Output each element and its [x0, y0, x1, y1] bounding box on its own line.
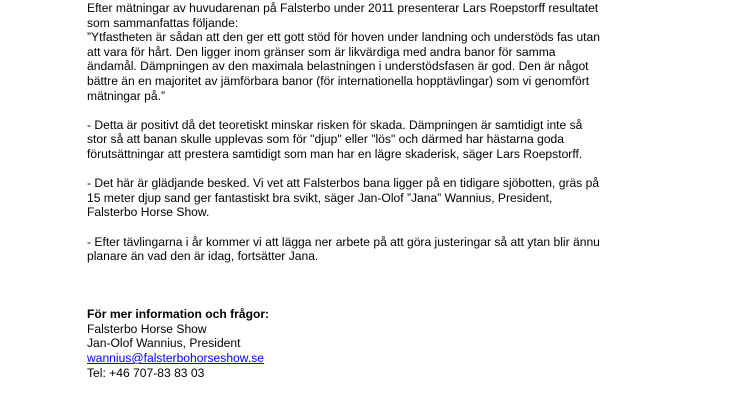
contact-email-line	[87, 351, 687, 366]
contact-person: Jan-Olof Wannius, President	[87, 336, 241, 351]
contact-email-link[interactable]: wannius@falsterbohorseshow.se	[87, 351, 264, 366]
contact-organization: Falsterbo Horse Show	[87, 321, 207, 336]
section-spacer	[87, 278, 687, 307]
quote-wannius-paragraph: - Det här är glädjande besked. Vi vet att Falsterbos bana ligger på en tidigare sjöbotten, gräs på 15 meter djup sand ger fantastiskt bra svikt, säger Jan-Olof ”Jana” Wannius, President, Falsterbo Horse Show.	[87, 176, 600, 220]
intro-paragraph: Efter mätningar av huvudarenan på Falsterbo under 2011 presenterar Lars Roepstorff resultatet som sammanfattas följande: ”Ytfastheten är sådan att den ger ett gott stöd för hoven under landning och understöds fas utan att vara för hårt. Den ligger inom gränser som är likvärdiga med andra banor för samma ändamål. Dämpningen av den maximala belastningen i understödsfasen är god. Den är något bättre än en majoritet av jämförbara banor (för internationella hopptävlingar) som vi genomfört mätningar på.”	[87, 1, 600, 103]
quote-roepstorff-paragraph: - Detta är positivt då det teoretiskt minskar risken för skada. Dämpningen är samtidigt inte så stor så att banan skulle upplevas som för "djup" eller "lös" och därmed har hästarna goda förutsättningar att prestera samtidigt som man har en lägre skaderisk, säger Lars Roepstorff.	[87, 117, 583, 161]
contact-block	[87, 307, 687, 380]
contact-heading: För mer information och frågor:	[87, 307, 270, 322]
contact-phone: Tel: +46 707-83 83 03	[87, 365, 205, 380]
document-page	[87, 1, 687, 380]
closing-paragraph: - Efter tävlingarna i år kommer vi att lägga ner arbete på att göra justeringar så att ytan blir ännu planare än vad den är idag, fortsätter Jana.	[87, 234, 600, 264]
